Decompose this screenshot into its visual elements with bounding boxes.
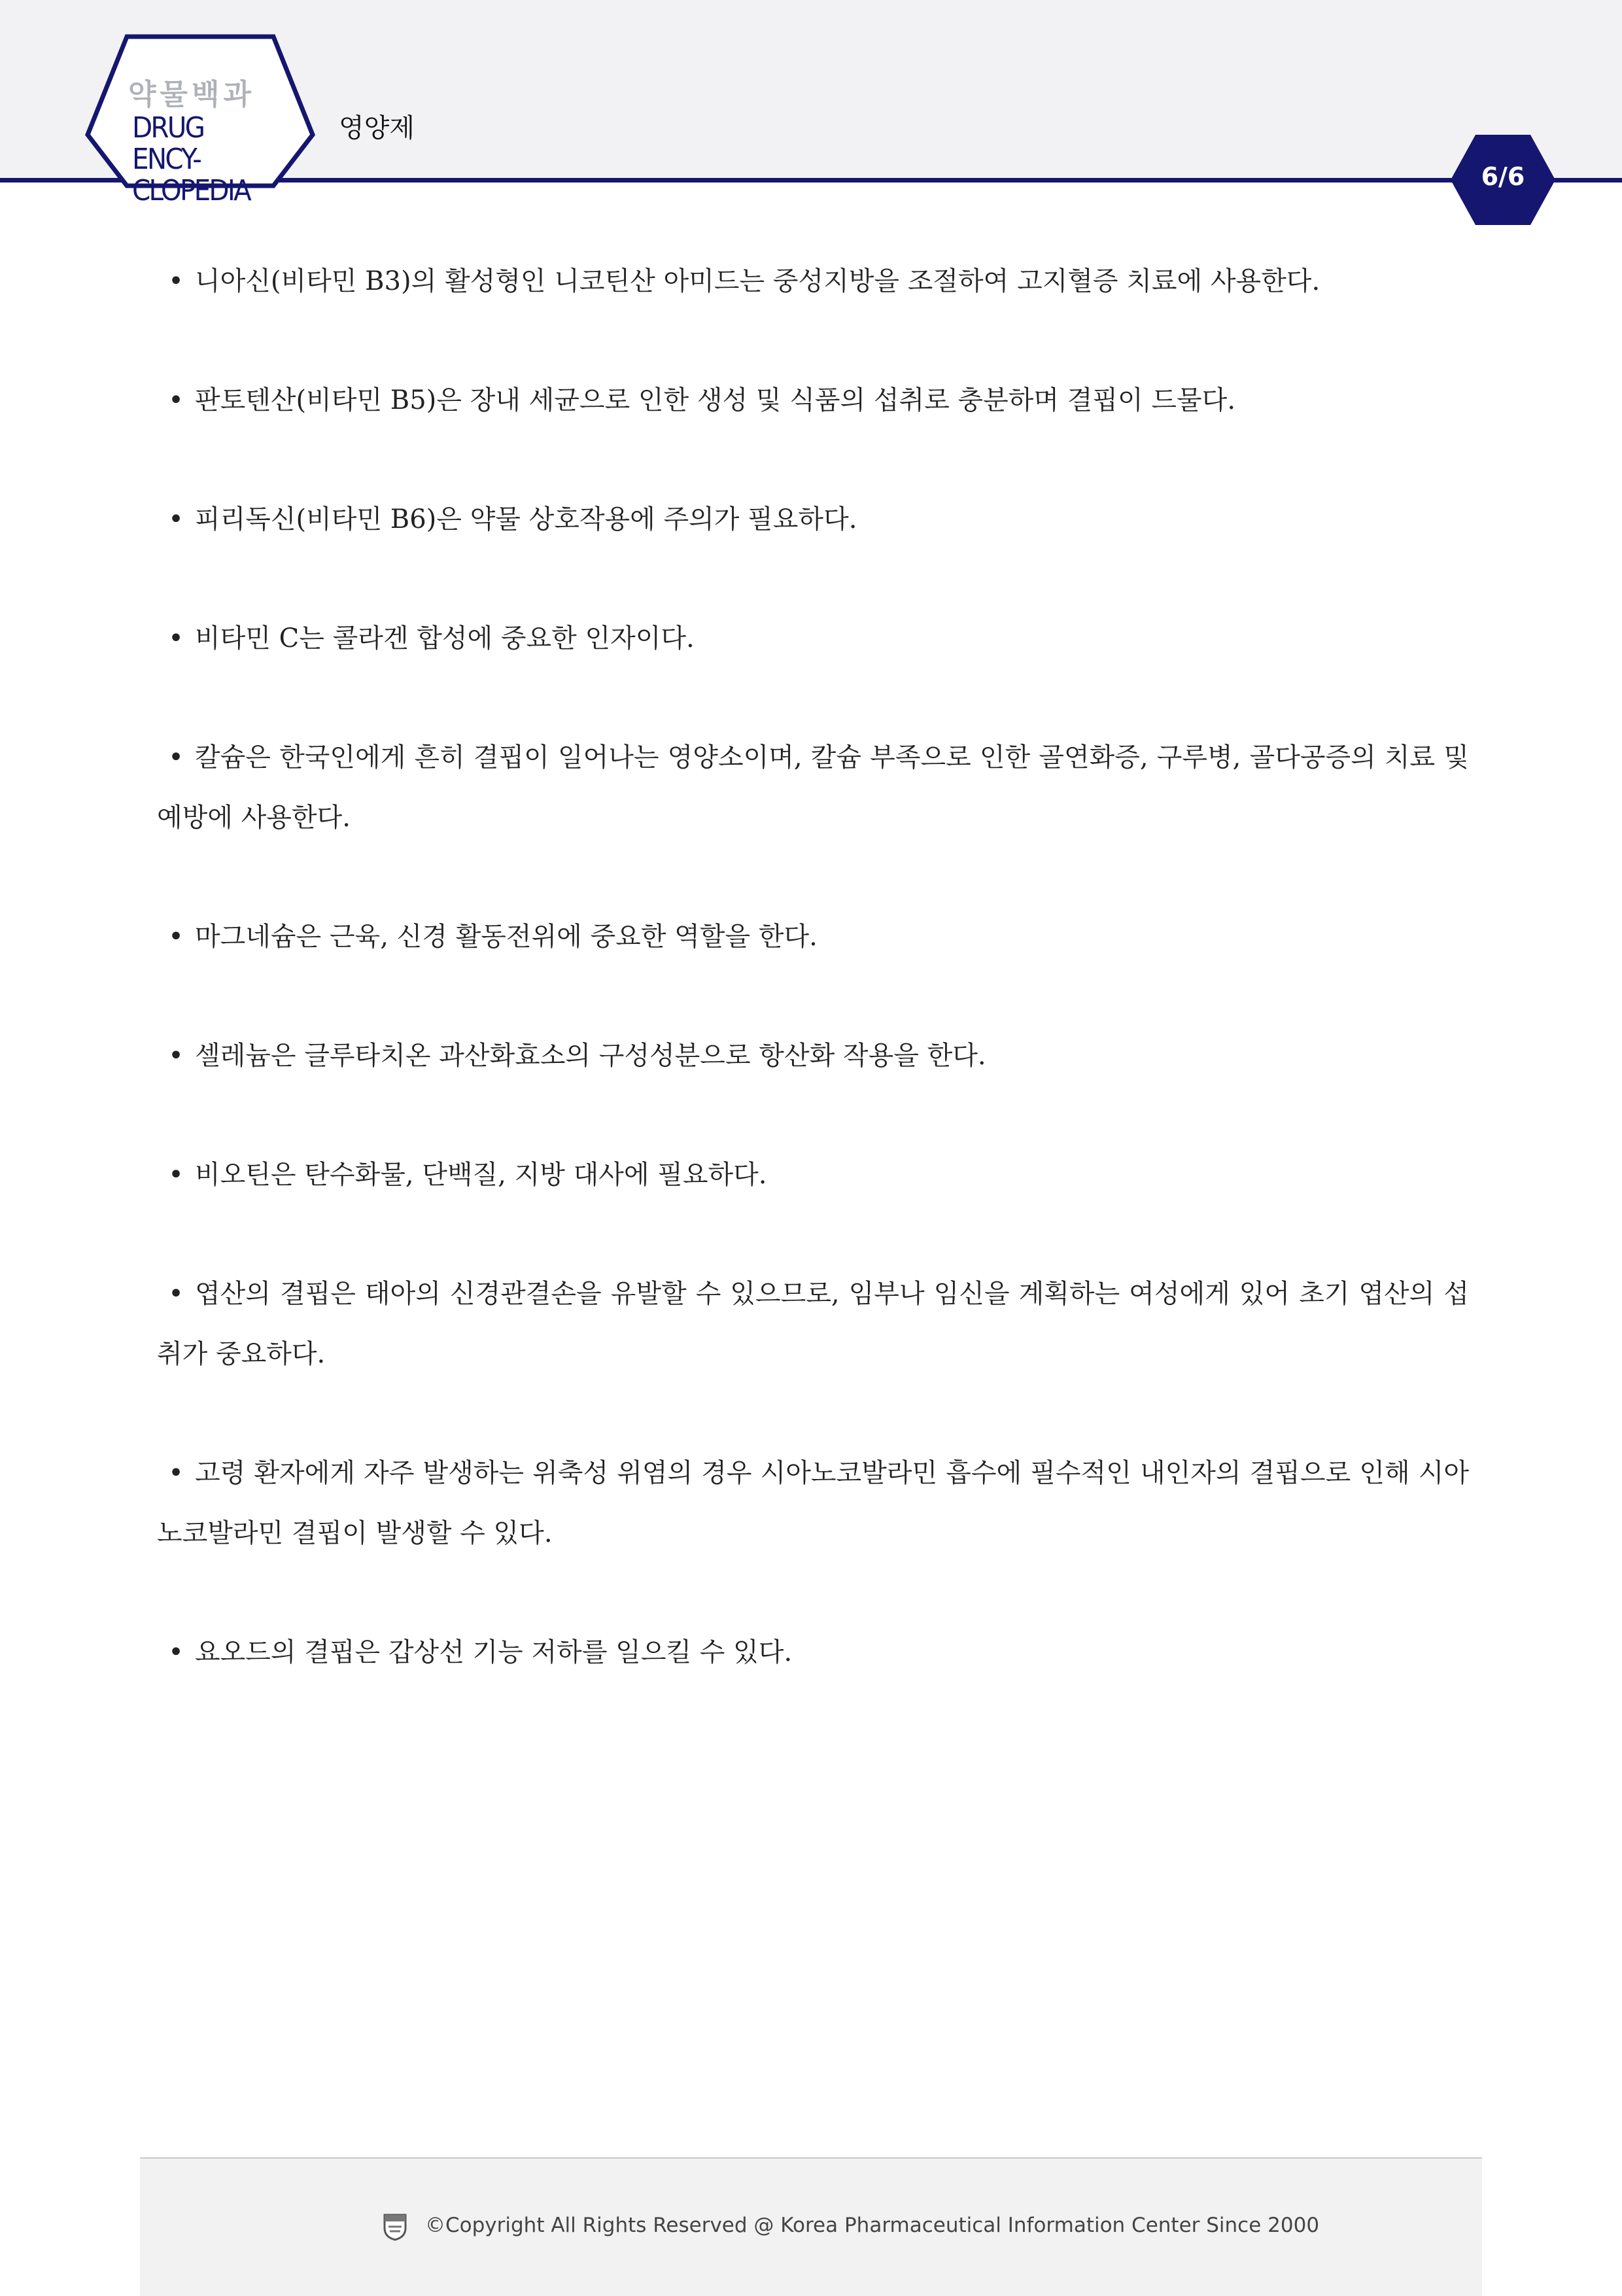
logo-english-line-2: CLOPEDIA [132,174,250,207]
bullet-paragraph-iodine [157,1622,1469,1682]
bullet-paragraph-cyanocobalamin [157,1443,1469,1563]
paragraph-text: 고령 환자에게 자주 발생하는 위축성 위염의 경우 시아노코발라민 흡수에 필수적인 내인자의 결핍으로 인해 시아노코발라민 결핍이 발생할 수 있다. [157,1458,1469,1548]
paragraph-text: 판토텐산(비타민 B5)은 장내 세균으로 인한 생성 및 식품의 섭취로 충분하며 결핍이 드물다. [195,385,1236,415]
bullet-paragraph-pyridoxine [157,489,1469,549]
bullet-marker: • [168,266,184,296]
bullet-marker: • [168,1160,184,1190]
bullet-marker: • [168,1041,184,1071]
bullet-paragraph-biotin [157,1145,1469,1205]
paragraph-text: 비오틴은 탄수화물, 단백질, 지방 대사에 필요하다. [195,1160,767,1190]
page-indicator-badge [1449,133,1557,226]
bullet-marker: • [168,623,184,653]
paragraph-text: 엽산의 결핍은 태아의 신경관결손을 유발할 수 있으므로, 임부나 임신을 계획하는 여성에게 있어 초기 엽산의 섭취가 중요하다. [157,1279,1469,1369]
paragraph-text: 비타민 C는 콜라겐 합성에 중요한 인자이다. [195,623,695,653]
bullet-marker: • [168,1637,184,1667]
paragraph-text: 요오드의 결핍은 갑상선 기능 저하를 일으킬 수 있다. [195,1637,793,1667]
crest-icon [382,2212,408,2241]
bullet-paragraph-vitamin-c [157,608,1469,669]
bullet-marker: • [168,504,184,534]
document-body [157,251,1469,1741]
paragraph-text: 마그네슘은 근육, 신경 활동전위에 중요한 역할을 한다. [195,922,818,952]
logo-english-text [132,113,277,207]
paragraph-text: 피리독신(비타민 B6)은 약물 상호작용에 주의가 필요하다. [195,504,857,534]
copyright-text: ©Copyright All Rights Reserved @ Korea Pharmaceutical Information Center Since 2000 [425,2214,1320,2237]
page-number: 6/6 [1481,162,1525,191]
paragraph-text: 셀레늄은 글루타치온 과산화효소의 구성성분으로 항산화 작용을 한다. [195,1041,986,1071]
bullet-paragraph-magnesium [157,907,1469,967]
logo-korean-text: 약물백과 [128,78,256,111]
bullet-marker: • [168,742,184,773]
bullet-marker: • [168,385,184,415]
bullet-paragraph-folic-acid [157,1264,1469,1384]
bullet-marker: • [168,1279,184,1309]
paragraph-text: 니아신(비타민 B3)의 활성형인 니코틴산 아미드는 중성지방을 조절하여 고지혈증 치료에 사용한다. [195,266,1320,296]
logo-english-line-1: DRUG ENCY- [132,111,204,176]
bullet-marker: • [168,1458,184,1488]
paragraph-text: 칼슘은 한국인에게 흔히 결핍이 일어나는 영양소이며, 칼슘 부족으로 인한 골연화증, 구루병, 골다공증의 치료 및 예방에 사용한다. [157,742,1469,833]
section-title: 영양제 [339,113,415,143]
bullet-paragraph-calcium [157,727,1469,848]
drug-encyclopedia-logo [82,34,318,207]
bullet-paragraph-pantothenic-acid [157,370,1469,430]
footer [140,2157,1482,2296]
bullet-marker: • [168,922,184,952]
bullet-paragraph-selenium [157,1026,1469,1086]
bullet-paragraph-niacin [157,251,1469,311]
